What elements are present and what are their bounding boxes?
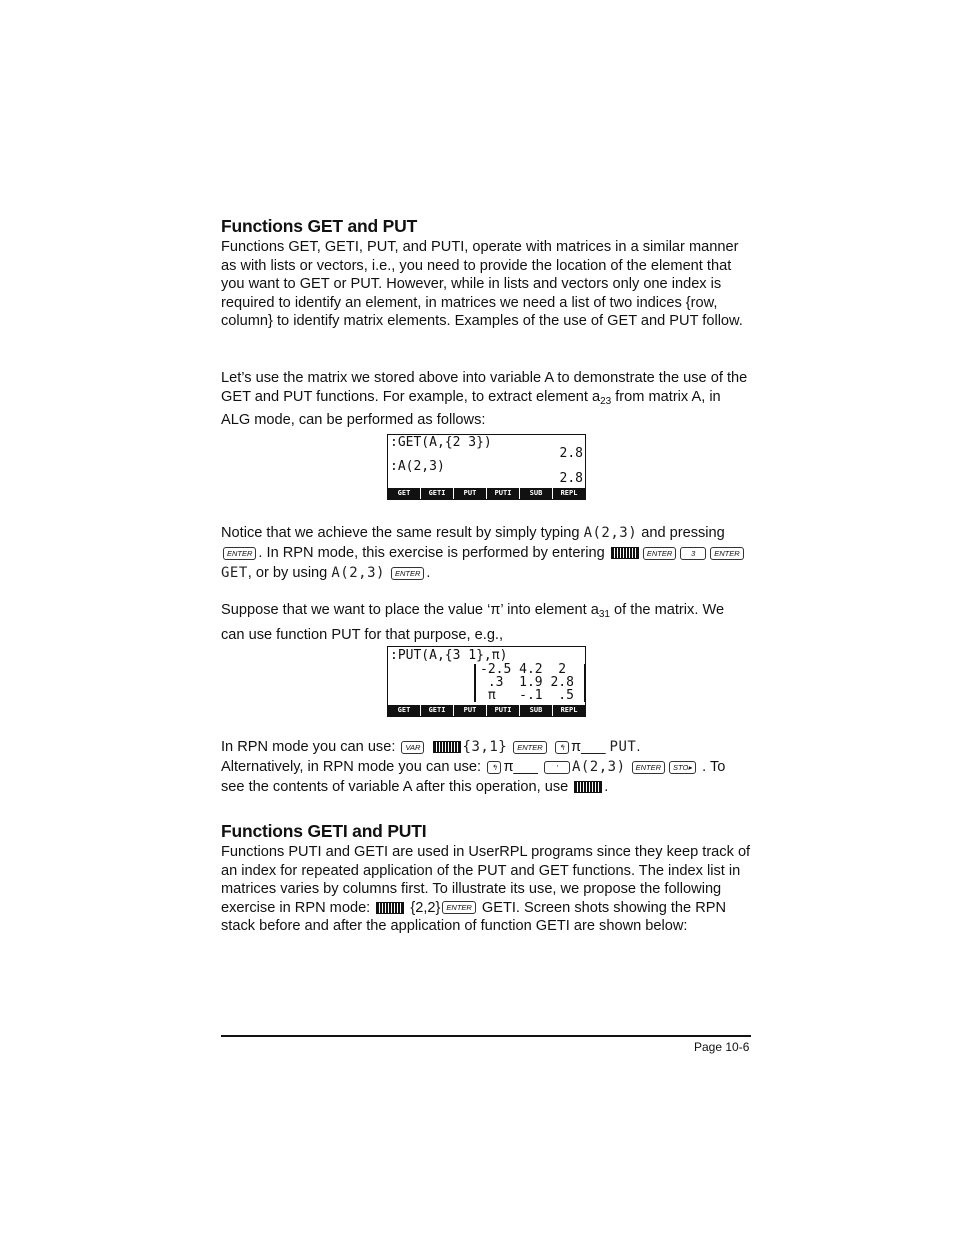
menu-key-geti: GETI — [421, 488, 453, 499]
screen-result: 2.8 — [559, 471, 583, 486]
pi-icon: π — [503, 759, 514, 775]
menu-key-put: PUT — [454, 488, 486, 499]
menu-key-geti: GETI — [421, 705, 453, 716]
enter-key-icon: ENTER — [710, 547, 743, 560]
enter-key-icon: ENTER — [643, 547, 676, 560]
screen-line: :PUT(A,{3 1},π) — [390, 648, 508, 663]
menu-key-sub: SUB — [520, 488, 552, 499]
matrix-row: π -.1 .5 — [480, 688, 574, 703]
intro-text: Functions GET, GETI, PUT, and PUTI, operate with matrices in a similar manner as with lists or vectors, i.e., you need to provide the location of the element that you want to GET or PUT. However, while in lists and vectors only one index is required to identify an element, in matrices we need a list of two indices {row, column} to identify matrix elements. Examples of the use of GET and PUT follow. — [221, 239, 743, 330]
menu-key-get: GET — [388, 488, 420, 499]
paragraph-put-intro: Suppose that we want to place the value ‘π’ into element $a_{31}$ of the matrix. We can use function PUT for that purpose, e.g., — [221, 602, 725, 643]
enter-key-icon: ENTER — [391, 567, 424, 580]
soft-menu — [388, 705, 585, 716]
calculator-screen-get — [387, 434, 586, 500]
paragraph-example: Let’s use the matrix we stored above into variable A to demonstrate the use of the GET and PUT functions. For example, to extract element $a_{23}$ from matrix A, in ALG mode, can be performed as follows: — [221, 370, 748, 429]
matrix-variable-icon — [574, 781, 602, 793]
enter-key-icon: ENTER — [223, 547, 256, 560]
page-number: Page 10-6 — [694, 1040, 750, 1054]
sto-key-icon: STO▸ — [669, 761, 696, 774]
calculator-screen-put — [387, 646, 586, 717]
matrix-variable-icon — [376, 902, 404, 914]
enter-key-icon: ENTER — [513, 741, 546, 754]
left-shift-key-icon: ↰ — [487, 761, 501, 774]
menu-key-put: PUT — [454, 705, 486, 716]
enter-key-icon: ENTER — [442, 901, 475, 914]
footer-rule — [221, 1035, 751, 1037]
enter-key-icon: ENTER — [632, 761, 665, 774]
menu-key-sub: SUB — [520, 705, 552, 716]
menu-key-get: GET — [388, 705, 420, 716]
screen-result: 2.8 — [559, 446, 583, 461]
screen-line: :GET(A,{2 3}) — [390, 435, 492, 450]
var-key-icon: VAR — [401, 741, 424, 754]
pi-icon: π — [571, 739, 582, 755]
menu-key-puti: PUTI — [487, 705, 519, 716]
matrix-variable-icon — [433, 741, 461, 753]
matrix-row: .3 1.9 2.8 — [480, 675, 574, 690]
paragraph-rpn-put: In RPN mode you can use: VAR {3,1} ENTER ↰ π___ PUT. Alternatively, in RPN mode you can use: ↰ π___ ' A(2,3) ENTER STO▸ . To see the contents of variable A after this operation, use . — [221, 739, 726, 795]
menu-key-repl: REPL — [553, 705, 585, 716]
screen-line: :A(2,3) — [390, 459, 445, 474]
paragraph-geti: Functions PUTI and GETI are used in UserRPL programs since they keep track of an index for repeated application of the PUT and GET functions. The index list in matrices varies by columns first. To illustrate its use, we propose the following exercise in RPN mode: {2,2} ENTER GETI. Screen shots showing the RPN stack before and after the application of function GETI are shown below: — [221, 844, 751, 935]
paragraph-rpn-get: Notice that we achieve the same result by simply typing A(2,3) and pressing ENTER . In RPN mode, this exercise is performed by entering ENTER 3 ENTER GET, or by using A(2,3) ENTER . — [221, 523, 751, 583]
menu-key-puti: PUTI — [487, 488, 519, 499]
paragraph-intro — [221, 238, 751, 331]
soft-menu — [388, 488, 585, 499]
matrix-row: -2.5 4.2 2 — [480, 662, 567, 677]
menu-key-repl: REPL — [553, 488, 585, 499]
section-heading-get-put: Functions GET and PUT — [221, 216, 418, 236]
matrix-variable-icon — [611, 547, 639, 559]
tick-key-icon: ' — [544, 761, 570, 774]
left-shift-key-icon: ↰ — [555, 741, 569, 754]
section-heading-geti-puti: Functions GETI and PUTI — [221, 821, 427, 841]
key-3-icon: 3 — [680, 547, 706, 560]
